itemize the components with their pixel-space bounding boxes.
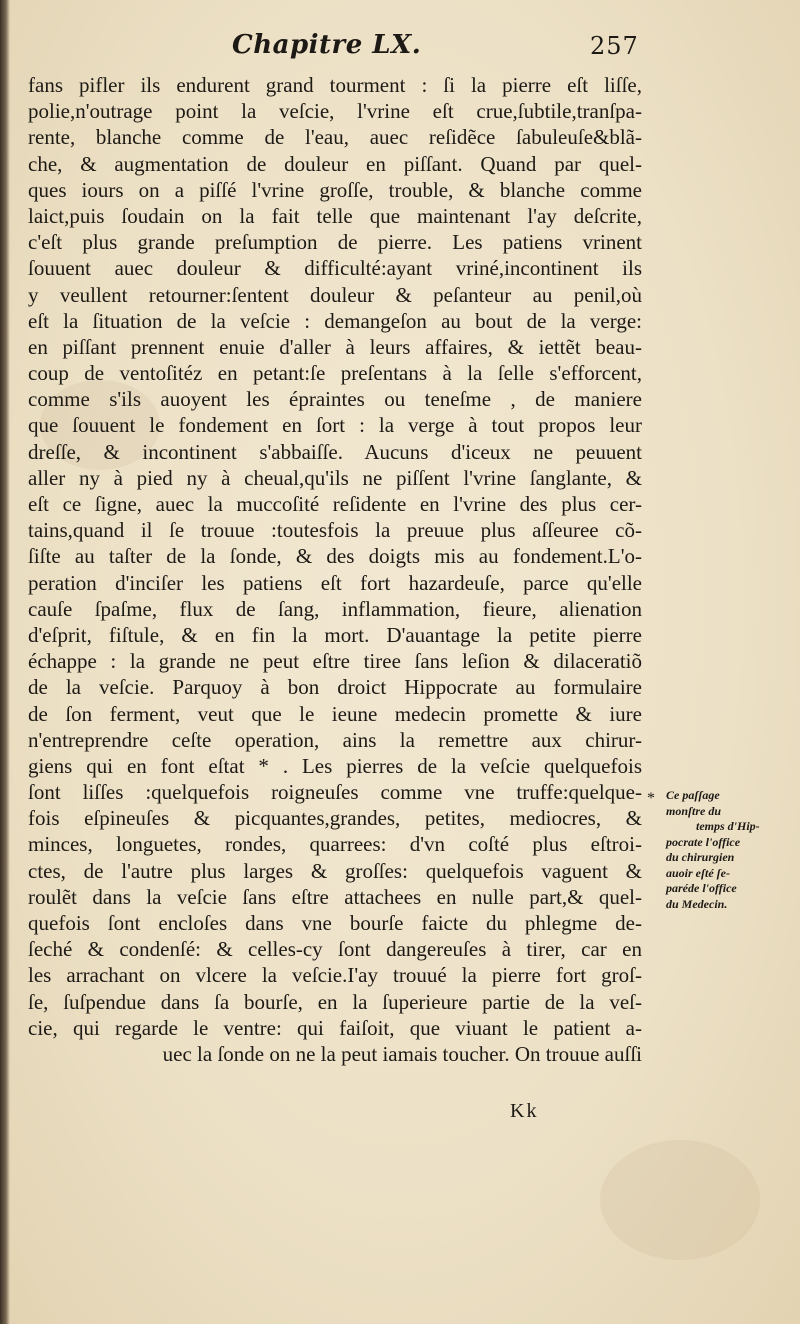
- text-line: rente, blanche comme de l'eau, auec reſidẽce ſabuleuſe&blã-: [28, 125, 642, 150]
- text-line: cie, qui regarde le ventre: qui faiſoit, que viuant le patient a-: [28, 1015, 642, 1040]
- text-line: en piſſant prennent enuie d'aller à leurs affaires, & iettẽt beau-: [28, 334, 642, 359]
- text-line: uec la ſonde on ne la peut iamais toucher. On trouue auſſi: [162, 1041, 642, 1066]
- marginal-note-line: monſtre du: [666, 803, 722, 818]
- text-line: tains,quand il ſe trouue :toutesfois la preuue plus aſſeuree cõ-: [28, 518, 642, 543]
- marginal-note-line: paréde l'office: [666, 881, 737, 895]
- text-line: polie,n'outrage point la veſcie, l'vrine eſt crue,ſubtile,tranſpa-: [28, 99, 642, 124]
- running-head: [0, 30, 800, 70]
- text-line: quefois ſont encloſes dans vne bourſe faicte du phlegme de-: [28, 911, 642, 935]
- text-line: eſt la ſituation de la veſcie : demangeſon au bout de la verge:: [28, 308, 642, 333]
- marginal-note-line: temps d'Hip-: [696, 819, 760, 833]
- text-line: aller ny à pied ny à cheual,qu'ils ne piſſent l'vrine ſanglante, &: [28, 465, 642, 490]
- text-line: ques iours on a piſſé l'vrine groſſe, trouble, & blanche comme: [28, 177, 642, 202]
- body-text: [28, 72, 642, 1067]
- text-line: échappe : la grande ne peut eſtre tiree ſans leſion & dilaceratiõ: [28, 649, 642, 674]
- text-line: ſe, ſuſpendue dans ſa bourſe, en la ſuperieure partie de la veſ-: [28, 989, 642, 1014]
- note-marker: *: [647, 790, 655, 807]
- text-line: minces, longuetes, rondes, quarrees: d'vn coſté plus eſtroi-: [28, 832, 642, 857]
- text-line: fois eſpineuſes & picquantes,grandes, petites, mediocres, &: [28, 806, 642, 831]
- marginal-note-line: du chirurgien: [666, 850, 735, 864]
- text-line: peration d'inciſer les patiens eſt fort hazardeuſe, parce qu'elle: [28, 570, 642, 595]
- text-line: d'eſprit, fiſtule, & en fin la mort. D'auantage la petite pierre: [28, 622, 642, 647]
- signature-mark: Kk: [510, 1100, 539, 1122]
- text-line: roulẽt dans la veſcie ſans eſtre attachees en nulle part,& quel-: [28, 884, 642, 909]
- marginal-note-line: pocrate l'office: [666, 834, 741, 849]
- text-line: ctes, de l'autre plus larges & groſſes: quelquefois vaguent &: [28, 858, 642, 883]
- text-line: n'entreprendre ceſte operation, ains la remettre aux chirur-: [28, 727, 642, 752]
- text-line: ſouuent auec douleur & difficulté:ayant vriné,incontinent ils: [28, 256, 642, 281]
- text-line: y veullent retourner:ſentent douleur & peſanteur au penil,où: [28, 282, 642, 307]
- marginal-note: [666, 788, 792, 912]
- text-line: c'eſt plus grande preſumption de pierre. Les patiens vrinent: [28, 230, 642, 255]
- text-line: de la veſcie. Parquoy à bon droict Hippocrate au formulaire: [28, 675, 642, 700]
- marginal-note-line: du Medecin.: [666, 896, 728, 911]
- text-line: laict,puis ſoudain on la fait telle que maintenant l'ay deſcrite,: [28, 203, 642, 228]
- text-line: cauſe ſpaſme, flux de ſang, inflammation, fieure, alienation: [28, 596, 642, 621]
- chapter-title: Chapitre LX.: [232, 30, 422, 60]
- text-line: giens qui en font eſtat * . Les pierres de la veſcie quelquefois: [28, 753, 642, 778]
- text-line: dreſſe, & incontinent s'abbaiſſe. Aucuns d'iceux ne peuuent: [28, 439, 642, 464]
- text-line: de ſon ferment, veut que le ieune medecin promette & iure: [28, 701, 642, 726]
- page-number: 257: [590, 32, 639, 60]
- marginal-note-line: auoir eſté ſe-: [666, 865, 730, 880]
- binding-edge: [0, 0, 10, 1324]
- paper-stain: [600, 1140, 760, 1260]
- text-line: les arrachant on vlcere la veſcie.I'ay trouué la pierre fort groſ-: [28, 963, 642, 988]
- text-line: eſt ce ſigne, auec la muccoſité reſidente en l'vrine des plus cer-: [28, 492, 642, 516]
- text-line: comme s'ils auoyent les épraintes ou teneſme , de maniere: [28, 387, 642, 412]
- text-line: ſiſte au taſter de la ſonde, & des doigts mis au fondement.L'o-: [28, 544, 642, 569]
- text-line: que ſouuent le fondement en ſort : la verge à tout propos leur: [28, 413, 642, 438]
- text-line: coup de ventoſitéz en petant:ſe preſentans à la ſelle s'efforcent,: [28, 361, 642, 386]
- text-line: ſeché & condenſé: & celles-cy ſont dangereuſes à tirer, car en: [28, 937, 642, 962]
- text-line: che, & augmentation de douleur en piſſant. Quand par quel-: [28, 151, 642, 176]
- text-line: ſont liſſes :quelquefois roigneuſes comme vne truffe:quelque-: [28, 780, 642, 805]
- marginal-note-line: Ce paſſage: [666, 788, 720, 802]
- text-line: fans pifler ils endurent grand tourment : ſi la pierre eſt liſſe,: [28, 73, 642, 97]
